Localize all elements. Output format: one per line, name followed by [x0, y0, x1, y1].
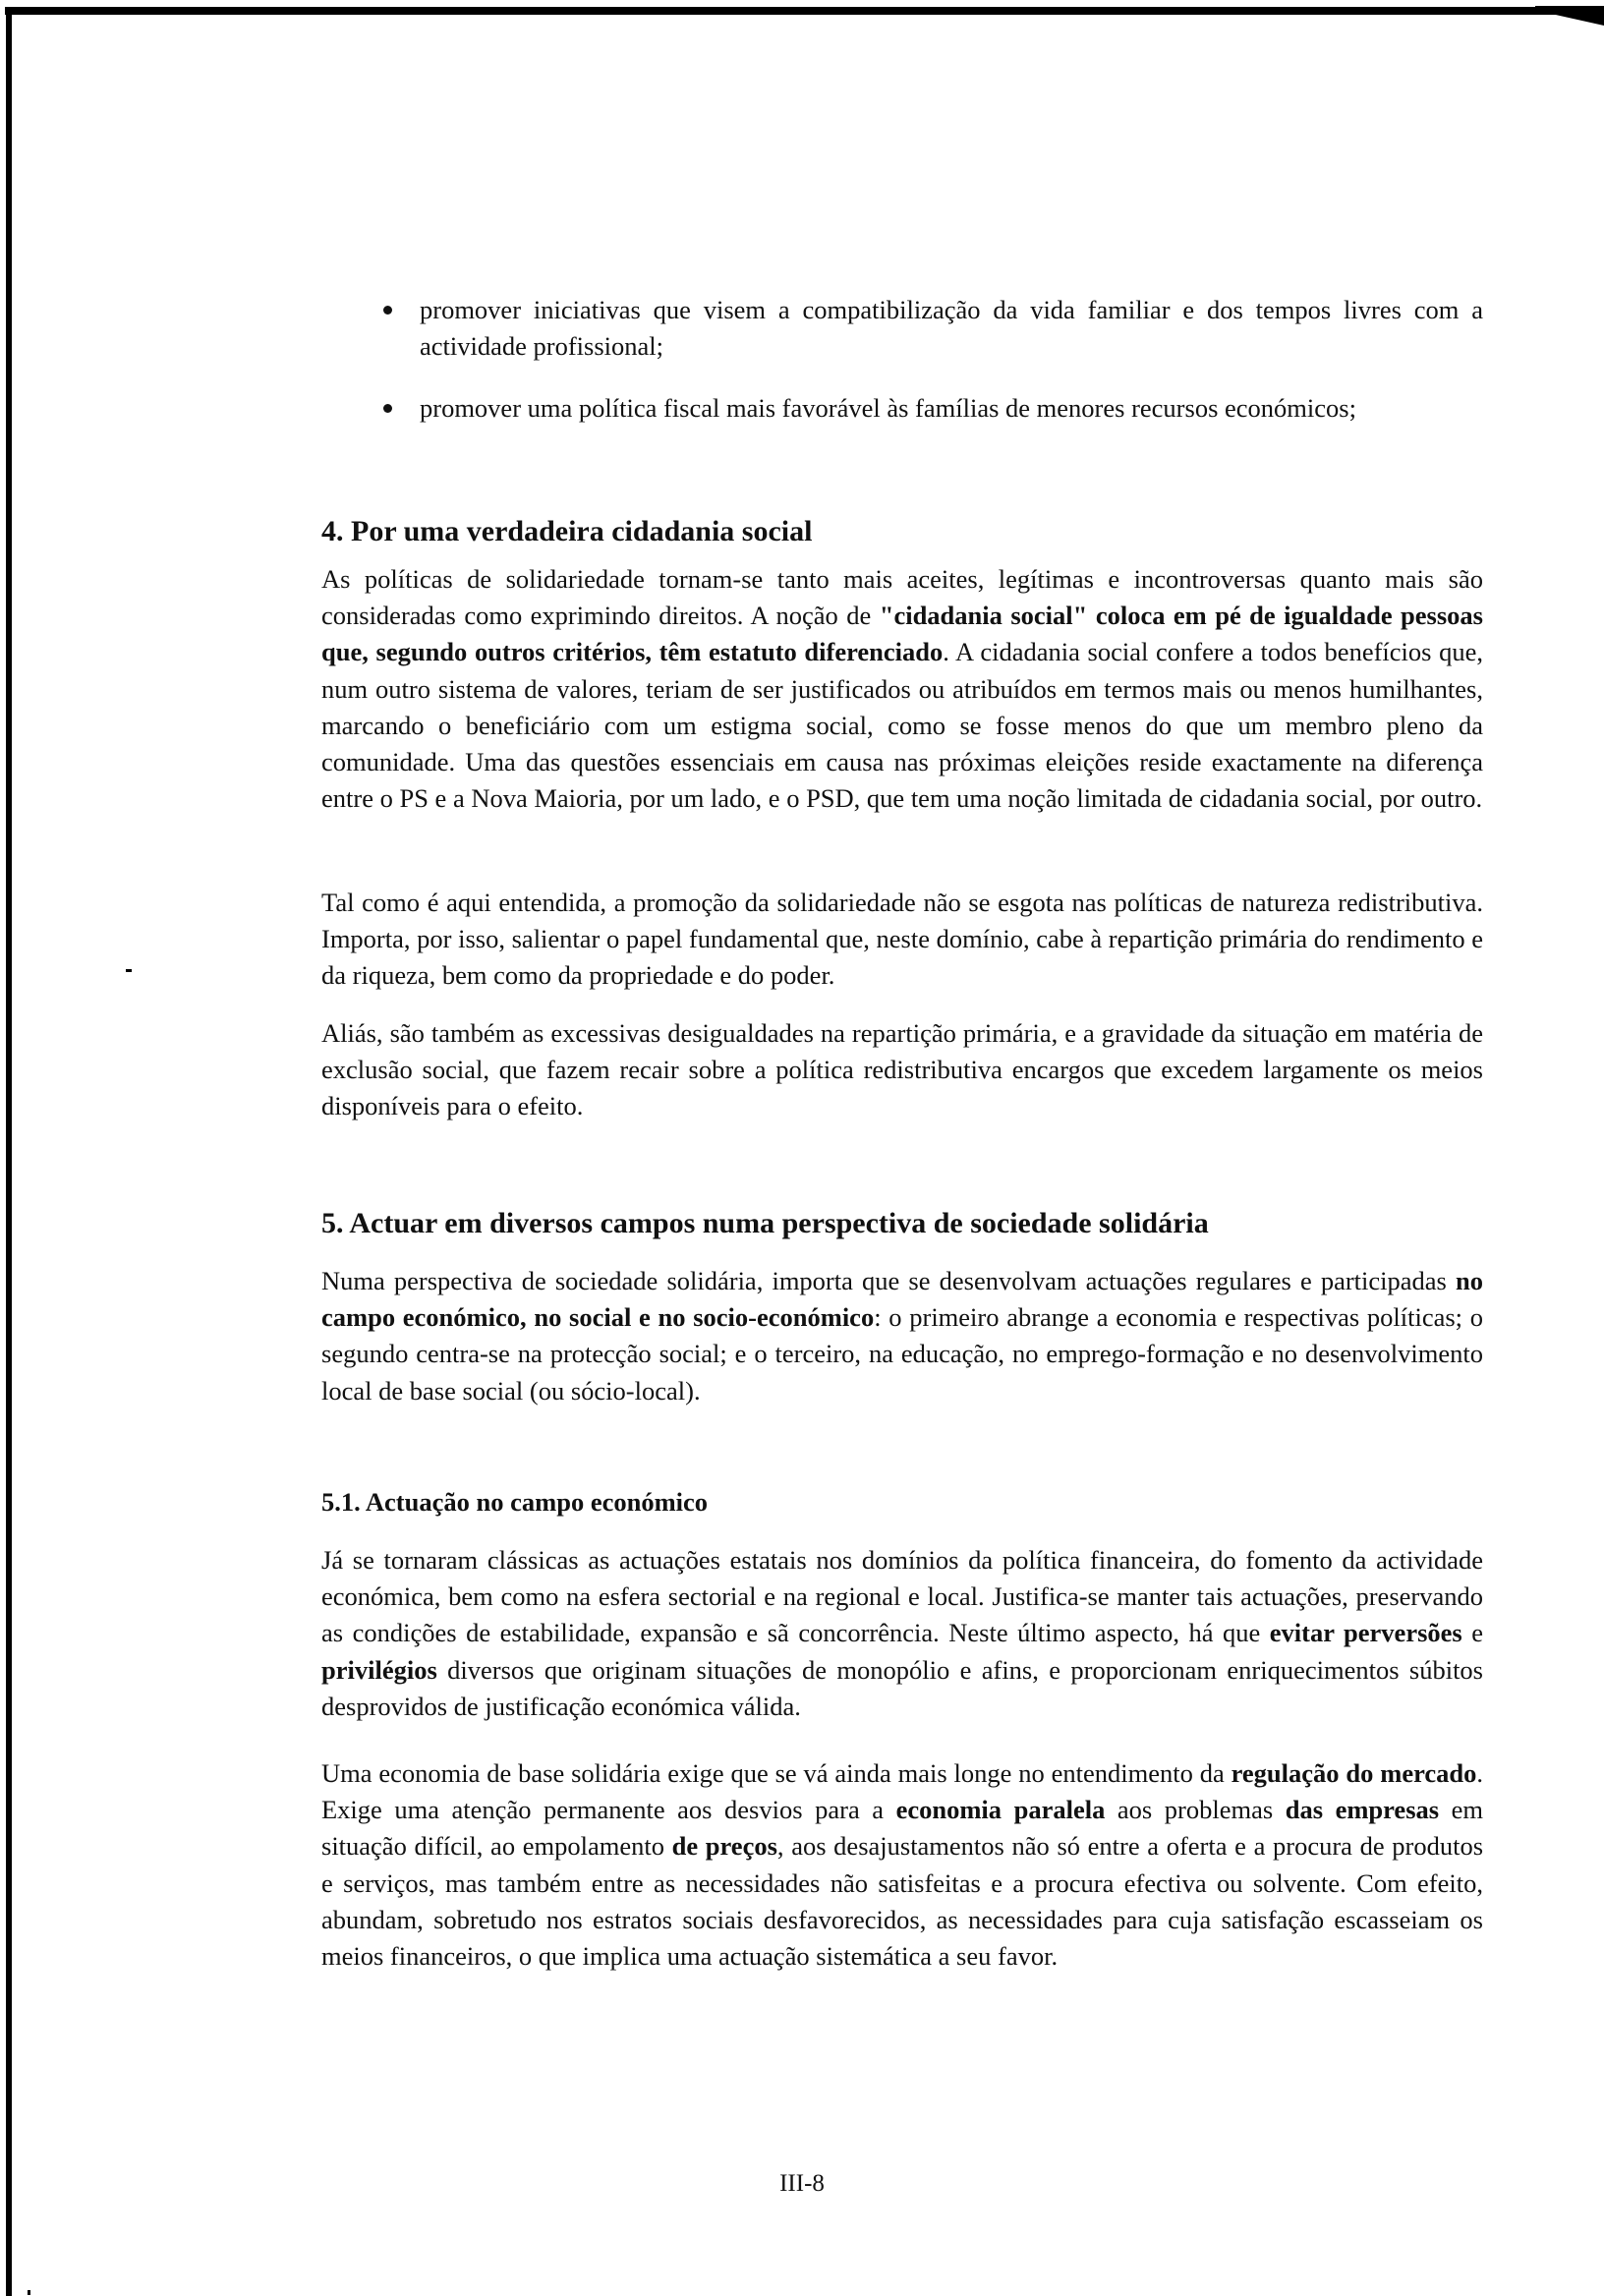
- scan-speck: [126, 969, 132, 972]
- bullet-item: [420, 390, 1483, 427]
- subsection-heading-5-1: 5.1. Actuação no campo económico: [321, 1487, 709, 1517]
- bullet-text: promover iniciativas que visem a compatibilização da vida familiar e dos tempos livres com a actividade profissional;: [420, 295, 1483, 362]
- paragraph: Aliás, são também as excessivas desigualdades na repartição primária, e a gravidade da situação em matéria de exclusão social, que fazem recair sobre a política redistributiva encargos que excedem largamente os meios disponíveis para o efeito.: [321, 1018, 1483, 1121]
- section-heading-5: 5. Actuar em diversos campos numa perspectiva de sociedade solidária: [321, 1207, 1209, 1239]
- scan-border-left: [6, 7, 12, 2296]
- scan-border-corner: [1535, 6, 1604, 26]
- paragraph: Numa perspectiva de sociedade solidária, importa que se desenvolvam actuações regulares e participadas no campo económico, no social e no socio-económico: o primeiro abrange a economia e respectivas políticas; o segundo centra-se na protecção social; e o terceiro, na educação, no emprego-formação e no desenvolvimento local de base social (ou sócio-local).: [321, 1266, 1483, 1406]
- paragraph: Tal como é aqui entendida, a promoção da solidariedade não se esgota nas políticas de natureza redistributiva. Importa, por isso, salientar o papel fundamental que, neste domínio, cabe à repartição primária do rendimento e da riqueza, bem como da propriedade e do poder.: [321, 888, 1483, 991]
- page-number: III-8: [779, 2170, 825, 2197]
- bullet-item: [420, 292, 1483, 365]
- section-heading-4: 4. Por uma verdadeira cidadania social: [321, 515, 813, 547]
- bullet-text: promover uma política fiscal mais favorável às famílias de menores recursos económicos;: [420, 393, 1356, 423]
- paragraph: Uma economia de base solidária exige que se vá ainda mais longe no entendimento da regulação do mercado. Exige uma atenção permanente aos desvios para a economia paralela aos problemas das empresas em situação difícil, ao empolamento de preços, aos desajustamentos não só entre a oferta e a procura de produtos e serviços, mas também entre as necessidades não satisfeitas e a procura efectiva ou solvente. Com efeito, abundam, sobretudo nos estratos sociais desfavorecidos, as necessidades para cuja satisfação escasseiam os meios financeiros, o que implica uma actuação sistemática a seu favor.: [321, 1758, 1484, 1972]
- bullet-icon: [383, 306, 392, 315]
- scan-speck: [28, 2290, 30, 2295]
- paragraph: As políticas de solidariedade tornam-se tanto mais aceites, legítimas e incontroversas quanto mais são consideradas como exprimindo direitos. A noção de "cidadania social" coloca em pé de igualdade pessoas que, segundo outros critérios, têm estatuto diferenciado. A cidadania social confere a todos benefícios que, num outro sistema de valores, teriam de ser justificados ou atribuídos em termos mais ou menos humilhantes, marcando o beneficiário com um estigma social, como se fosse menos do que um membro pleno da comunidade. Uma das questões essenciais em causa nas próximas eleições reside exactamente na diferença entre o PS e a Nova Maioria, por um lado, e o PSD, que tem uma noção limitada de cidadania social, por outro.: [321, 564, 1483, 814]
- paragraph: Já se tornaram clássicas as actuações estatais nos domínios da política financeira, do fomento da actividade económica, bem como na esfera sectorial e na regional e local. Justifica-se manter tais actuações, preservando as condições de estabilidade, expansão e sã concorrência. Neste último aspecto, há que evitar perversões e privilégios diversos que originam situações de monopólio e afins, e proporcionam enriquecimentos súbitos desprovidos de justificação económica válida.: [321, 1545, 1484, 1721]
- scan-border-top: [5, 7, 1558, 15]
- bullet-icon: [383, 404, 392, 413]
